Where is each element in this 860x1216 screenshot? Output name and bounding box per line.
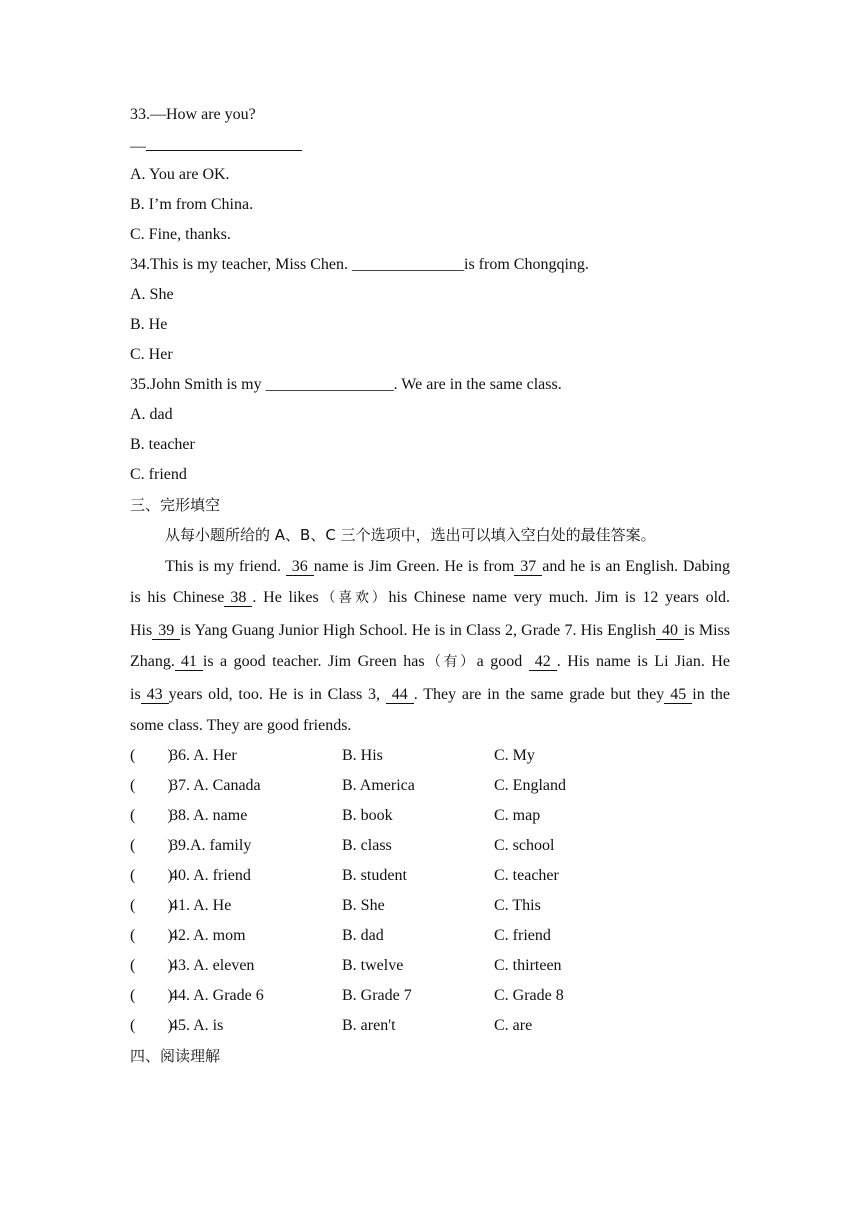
option-b: B. book: [342, 807, 393, 825]
cloze-question-row: [130, 861, 730, 891]
stem-text: 35.John Smith is my: [130, 376, 266, 393]
answer-parentheses: ( ): [130, 987, 173, 1005]
blank-41: 41: [175, 653, 203, 671]
option-c: C. This: [494, 897, 541, 915]
answer-parentheses: ( ): [130, 777, 173, 795]
cloze-question-row: [130, 831, 730, 861]
worksheet-page: [130, 100, 730, 1071]
blank-40: 40: [656, 622, 684, 640]
question-33-option-a: A. You are OK.: [130, 166, 230, 183]
stem-text: 34.This is my teacher, Miss Chen.: [130, 256, 352, 273]
question-33-option-b: B. I’m from China.: [130, 196, 254, 213]
option-a: 40. A. friend: [170, 867, 251, 885]
blank-38: 38: [224, 589, 252, 607]
option-c: C. England: [494, 777, 566, 795]
option-c: C. Grade 8: [494, 987, 564, 1005]
blank-37: 37: [514, 558, 542, 576]
option-b: B. Grade 7: [342, 987, 412, 1005]
answer-parentheses: ( ): [130, 747, 173, 765]
question-33-option-c: C. Fine, thanks.: [130, 226, 231, 243]
question-34-option-b: B. He: [130, 316, 168, 333]
answer-parentheses: ( ): [130, 1017, 173, 1035]
option-a: 44. A. Grade 6: [170, 987, 264, 1005]
passage-text: This is my friend.: [165, 558, 286, 575]
passage-text: years old, too. He is in Class 3,: [168, 685, 386, 703]
answer-parentheses: ( ): [130, 897, 173, 915]
passage-text: a good: [476, 653, 529, 671]
option-b: B. dad: [342, 927, 384, 945]
option-b: B. class: [342, 837, 392, 855]
option-a: 37. A. Canada: [170, 777, 261, 795]
question-35-stem: [130, 370, 730, 400]
option-a: 43. A. eleven: [170, 957, 255, 975]
option-c: C. My: [494, 747, 535, 765]
section-3-title: 三、完形填空: [130, 496, 221, 514]
option-a: 38. A. name: [170, 807, 248, 825]
cloze-question-row: [130, 951, 730, 981]
option-c: C. school: [494, 837, 555, 855]
section-4-title: 四、阅读理解: [130, 1047, 221, 1066]
passage-text: and he is an English. Dabing is his Chinese: [130, 558, 731, 607]
cloze-question-row: [130, 1011, 730, 1041]
option-a: 39.A. family: [170, 837, 252, 855]
question-35-option-c: C. friend: [130, 466, 187, 483]
passage-text: . His name is Li Jian. He is: [130, 653, 730, 703]
passage-text: in the some class. They are good friends.: [130, 685, 731, 735]
cloze-question-row: [130, 921, 730, 951]
dash: —: [130, 138, 146, 155]
option-b: B. She: [342, 897, 385, 915]
passage-gloss: （有）: [424, 654, 477, 671]
cloze-question-row: [130, 741, 730, 771]
blank-39: 39: [152, 622, 180, 640]
option-a: 45. A. is: [170, 1017, 224, 1035]
stem-blank: ______________: [352, 256, 464, 273]
question-34-option-c: C. Her: [130, 346, 173, 363]
option-a: 36. A. Her: [170, 747, 237, 765]
stem-text: is from Chongqing.: [464, 256, 589, 273]
blank-43: 43: [141, 686, 169, 704]
section-3-instruction: 从每小题所给的 A、B、C 三个选项中，选出可以填入空白处的最佳答案。: [165, 526, 656, 544]
blank-44: 44: [386, 686, 414, 704]
question-35-option-b: B. teacher: [130, 436, 195, 453]
cloze-question-row: [130, 771, 730, 801]
question-34-option-a: A. She: [130, 286, 174, 303]
option-a: 41. A. He: [170, 897, 232, 915]
passage-text: his Chinese name very much. Jim is 12 years old. His: [130, 589, 731, 639]
passage-text: is a good teacher. Jim Green has: [202, 653, 425, 671]
passage-text: . They are in the same grade but they: [413, 685, 665, 703]
passage-text: . He likes: [252, 589, 319, 607]
option-a: 42. A. mom: [170, 927, 246, 945]
stem-text: . We are in the same class.: [393, 376, 562, 393]
blank-42: 42: [529, 653, 557, 671]
answer-parentheses: ( ): [130, 807, 173, 825]
cloze-passage: [130, 551, 730, 741]
passage-text: is Miss Zhang.: [130, 621, 731, 671]
option-c: C. map: [494, 807, 541, 825]
stem-blank: ________________: [265, 376, 394, 393]
passage-text: is Yang Guang Junior High School. He is in Class 2, Grade 7. His English: [180, 621, 656, 639]
blank-45: 45: [664, 686, 692, 704]
answer-parentheses: ( ): [130, 957, 173, 975]
passage-gloss: （喜欢）: [318, 590, 389, 607]
option-c: C. are: [494, 1017, 533, 1035]
question-34-stem: [130, 250, 730, 280]
question-35-option-a: A. dad: [130, 406, 173, 423]
passage-text: name is Jim Green. He is from: [313, 558, 515, 575]
cloze-question-list: [130, 741, 730, 1041]
answer-parentheses: ( ): [130, 837, 173, 855]
cloze-question-row: [130, 801, 730, 831]
cloze-question-row: [130, 981, 730, 1011]
option-b: B. America: [342, 777, 415, 795]
option-c: C. thirteen: [494, 957, 562, 975]
answer-parentheses: ( ): [130, 927, 173, 945]
option-b: B. aren't: [342, 1017, 396, 1035]
option-b: B. twelve: [342, 957, 404, 975]
blank-36: 36: [286, 558, 314, 576]
cloze-question-row: [130, 891, 730, 921]
question-33-answer-line: [130, 130, 730, 160]
question-33-stem: 33.—How are you?: [130, 106, 256, 123]
option-c: C. friend: [494, 927, 551, 945]
answer-blank: [146, 130, 302, 151]
option-b: B. His: [342, 747, 383, 765]
answer-parentheses: ( ): [130, 867, 173, 885]
option-c: C. teacher: [494, 867, 559, 885]
option-b: B. student: [342, 867, 407, 885]
